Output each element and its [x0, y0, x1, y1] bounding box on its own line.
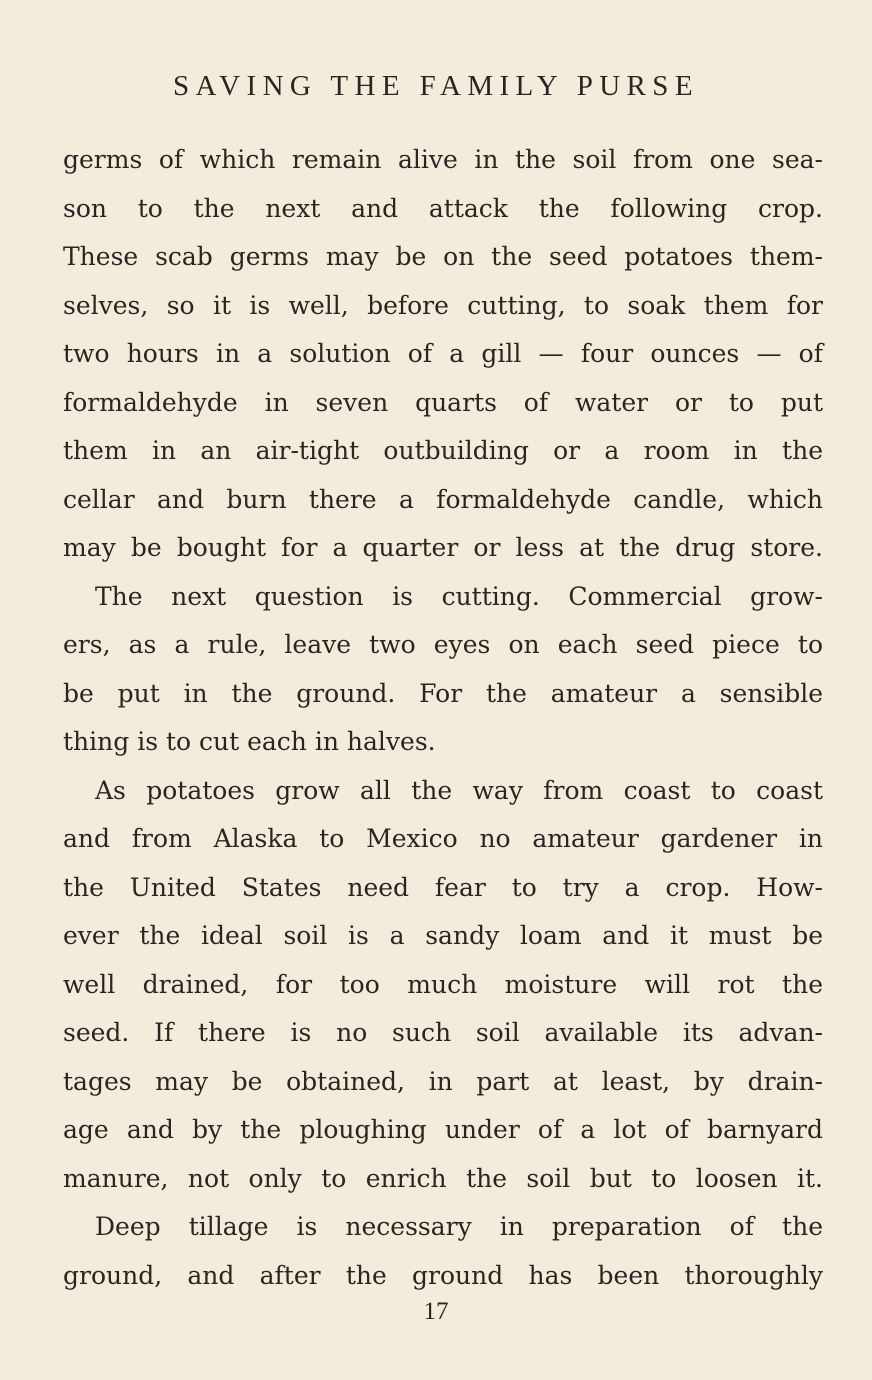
text-line-24: ground, and after the ground has been thoroughly: [63, 1260, 823, 1290]
text-line-14: As potatoes grow all the way from coast to coast: [95, 775, 823, 805]
text-line-16: the United States need fear to try a crop. How-: [63, 872, 823, 902]
text-line-12: be put in the ground. For the amateur a sensible: [63, 678, 823, 708]
text-line-10: The next question is cutting. Commercial grow-: [95, 581, 823, 611]
text-line-18: well drained, for too much moisture will rot the: [63, 969, 823, 999]
running-head: SAVING THE FAMILY PURSE: [173, 70, 699, 102]
text-line-7: them in an air-tight outbuilding or a room in the: [63, 436, 823, 465]
text-line-8: cellar and burn there a formaldehyde candle, which: [63, 484, 823, 514]
text-line-6: formaldehyde in seven quarts of water or to put: [63, 387, 823, 417]
text-line-20: tages may be obtained, in part at least, by drain-: [63, 1066, 823, 1096]
text-line-17: ever the ideal soil is a sandy loam and it must be: [63, 921, 823, 950]
text-line-22: manure, not only to enrich the soil but to loosen it.: [63, 1163, 823, 1193]
page-number: 17: [423, 1298, 449, 1325]
text-line-4: selves, so it is well, before cutting, to soak them for: [63, 290, 823, 320]
text-line-15: and from Alaska to Mexico no amateur gardener in: [63, 824, 823, 853]
text-line-2: son to the next and attack the following crop.: [63, 193, 823, 223]
text-line-11: ers, as a rule, leave two eyes on each seed piece to: [63, 630, 823, 659]
text-line-21: age and by the ploughing under of a lot of barnyard: [63, 1115, 823, 1144]
text-line-3: These scab germs may be on the seed potatoes them-: [63, 242, 823, 271]
text-line-5: two hours in a solution of a gill — four ounces — of: [63, 339, 823, 368]
text-line-19: seed. If there is no such soil available its advan-: [63, 1018, 823, 1047]
text-line-9: may be bought for a quarter or less at the drug store.: [63, 533, 823, 562]
text-line-13: thing is to cut each in halves.: [63, 727, 436, 756]
body-text: [63, 136, 823, 1300]
text-line-1: germs of which remain alive in the soil from one sea-: [63, 145, 823, 174]
text-line-23: Deep tillage is necessary in preparation of the: [95, 1212, 823, 1241]
